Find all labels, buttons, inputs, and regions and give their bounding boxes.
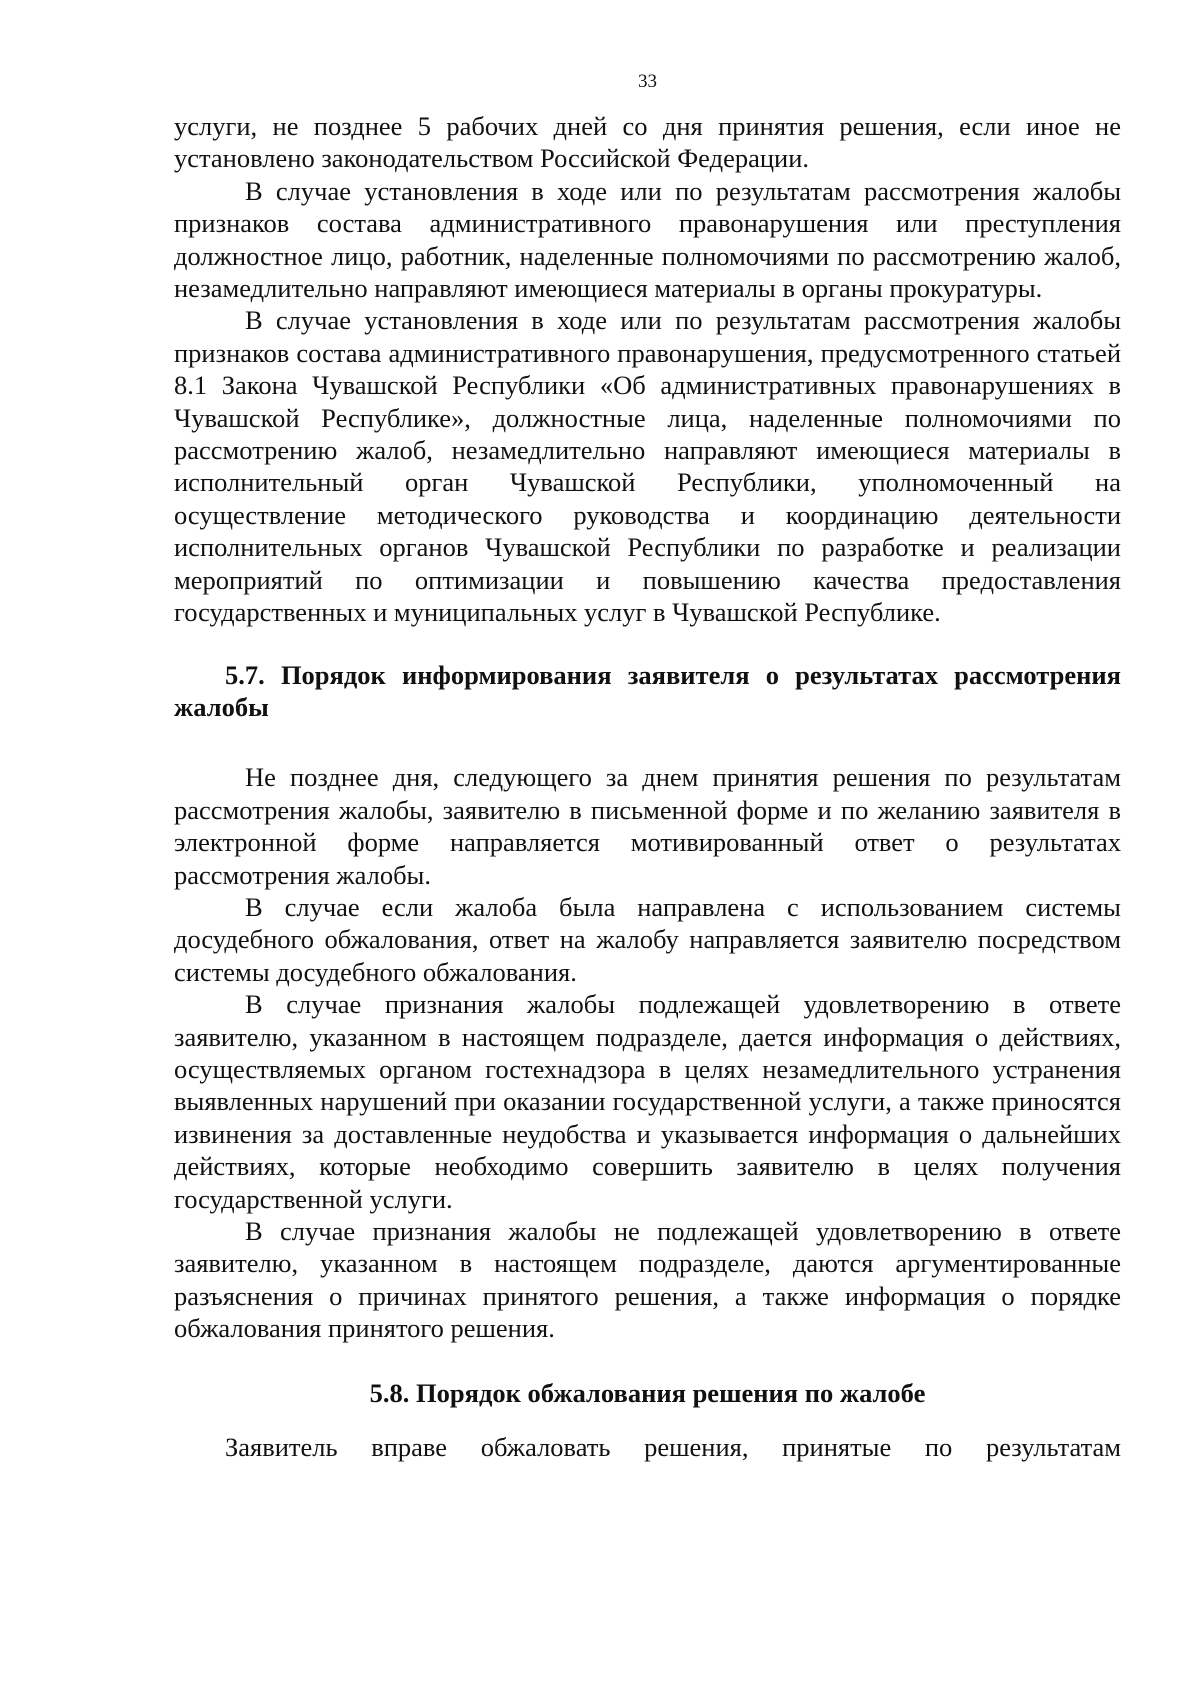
- section-heading-5-7: 5.7. Порядок информирования заявителя о результатах рассмотрения жалобы: [174, 659, 1121, 722]
- paragraph-complaint-rejected: В случае признания жалобы не подлежащей удовлетворению в ответе заявителю, указанном в настоящем подразделе, даются аргументированные разъяснения о причинах принятого решения, а также информация о порядке обжалования принятого решения.: [174, 1216, 1121, 1344]
- paragraph-complaint-satisfied: В случае признания жалобы подлежащей удовлетворению в ответе заявителю, указанном в настоящем подразделе, дается информация о действиях, осуществляемых органом гостехнадзора в целях незамедлительного устранения выявленных нарушений при оказании государственной услуги, а также приносятся извинения за доставленные неудобства и указывается информация о дальнейших действиях, которые необходимо совершить заявителю в целях получения государственной услуги.: [174, 989, 1121, 1214]
- document-page: [174, 70, 1121, 1463]
- paragraph-prosecution: В случае установления в ходе или по результатам рассмотрения жалобы признаков состава административного правонарушения или преступления должностное лицо, работник, наделенные полномочиями по рассмотрению жалоб, незамедлительно направляют имеющиеся материалы в органы прокуратуры.: [174, 175, 1121, 304]
- paragraph-administrative-offence: В случае установления в ходе или по результатам рассмотрения жалобы признаков состава административного правонарушения, предусмотренного статьей 8.1 Закона Чувашской Республики «Об административных правонарушениях в Чувашской Республике», должностные лица, наделенные полномочиями по рассмотрению жалоб, незамедлительно направляют имеющиеся материалы в исполнительный орган Чувашской Республики, уполномоченный на осуществление методического руководства и координацию деятельности исполнительных органов Чувашской Республики по разработке и реализации мероприятий по оптимизации и повышению качества предоставления государственных и муниципальных услуг в Чувашской Республике.: [174, 305, 1121, 628]
- paragraph-appeal-right: Заявитель вправе обжаловать решения, принятые по результатам: [225, 1432, 1121, 1463]
- section-heading-5-8: 5.8. Порядок обжалования решения по жалобе: [369, 1377, 926, 1408]
- paragraph-pretrial-system: В случае если жалоба была направлена с использованием системы досудебного обжалования, ответ на жалобу направляется заявителю посредством системы досудебного обжалования.: [174, 891, 1121, 987]
- paragraph-response-deadline: Не позднее дня, следующего за днем принятия решения по результатам рассмотрения жалобы, заявителю в письменной форме и по желанию заявителя в электронной форме направляется мотивированный ответ о результатах рассмотрения жалобы.: [174, 762, 1121, 890]
- page-number: 33: [638, 71, 657, 92]
- paragraph-services-deadline: услуги, не позднее 5 рабочих дней со дня принятия решения, если иное не установлено законодательством Российской Федерации.: [174, 111, 1121, 174]
